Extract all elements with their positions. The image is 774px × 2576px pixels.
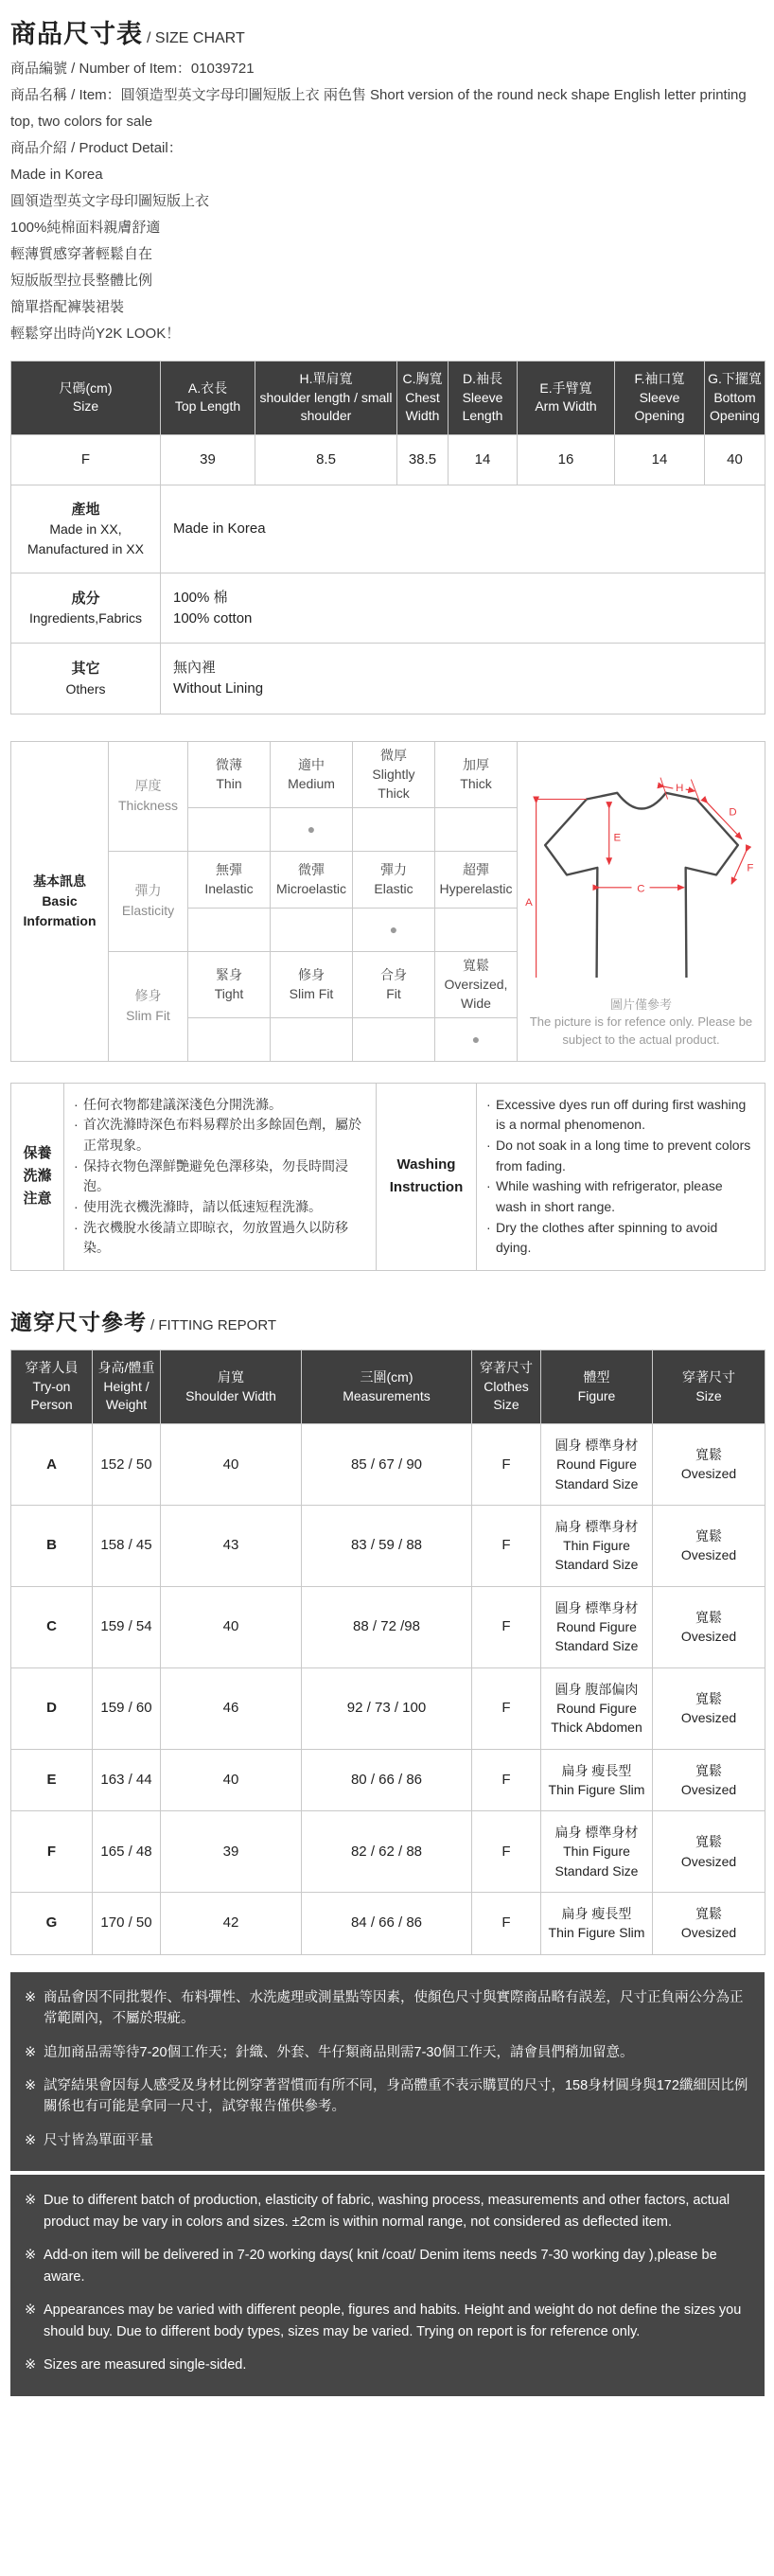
dot-cell (188, 1017, 271, 1061)
measurements: 84 / 66 / 86 (302, 1892, 472, 1954)
col-figure: 體型 Figure (541, 1350, 653, 1424)
col-measurements: 三圍(cm) Measurements (302, 1350, 472, 1424)
washing-row (11, 1083, 765, 1271)
washing-label-en: Washing Instruction (377, 1083, 477, 1271)
shoulder-width: 40 (161, 1423, 302, 1505)
col-shoulder: H.單肩寬 shoulder length / small shoulder (255, 362, 397, 435)
elasticity-label: 彈力 Elasticity (109, 851, 188, 951)
shoulder-width: 46 (161, 1667, 302, 1749)
wear-size: 寬鬆 Ovesized (653, 1749, 765, 1811)
wash-note: · Dry the clothes after spinning to avoid dying. (486, 1219, 718, 1256)
clothes-size: F (472, 1811, 541, 1893)
dot-cell (271, 1017, 353, 1061)
product-detail-label: 商品介紹 / Product Detail： (10, 140, 183, 156)
col-sleeve-opening: F.袖口寬 Sleeve Opening (615, 362, 705, 435)
origin-label: 產地 Made in XX, Manufactured in XX (11, 485, 161, 573)
figure: 扁身 標準身材 Thin Figure Standard Size (541, 1505, 653, 1586)
diagram-label-e: E (612, 832, 621, 844)
col-height-weight: 身高/體重 Height / Weight (93, 1350, 161, 1424)
shoulder-value: 8.5 (255, 434, 397, 485)
product-name: 商品名稱 / Item：圓領造型英文字母印圖短版上衣 兩色售 Short version of the round neck shape English letter printing top, two colors for sale (10, 87, 747, 130)
product-info (10, 56, 765, 347)
slimfit-label: 修身 Slim Fit (109, 951, 188, 1061)
chest-value: 38.5 (397, 434, 449, 485)
wash-note: · 首次洗滌時深色布料易釋於出多餘固色劑，屬於正常現象。 (74, 1117, 361, 1154)
note: ※ Due to different batch of production, elasticity of fabric, washing process, measurements and other factors, actual product may be vary in colors and sizes. ±2cm is within normal range, not considered as deflected item. (25, 2193, 730, 2230)
fitting-row (11, 1892, 765, 1954)
measurements: 83 / 59 / 88 (302, 1505, 472, 1586)
height-weight: 159 / 54 (93, 1586, 161, 1667)
person: E (11, 1749, 93, 1811)
fitting-row (11, 1505, 765, 1586)
shoulder-width: 39 (161, 1811, 302, 1893)
dot-cell: ● (435, 1017, 518, 1061)
note: ※ 尺寸皆為單面平量 (25, 2132, 153, 2148)
sleeve-length-value: 14 (449, 434, 518, 485)
option-medium: 適中 Medium (271, 741, 353, 807)
washing-notes-zh (64, 1083, 377, 1271)
wear-size: 寬鬆 Ovesized (653, 1586, 765, 1667)
option-oversized: 寬鬆 Oversized, Wide (435, 951, 518, 1017)
diagram-label-d: D (728, 806, 737, 819)
product-number: 商品編號 / Number of Item：01039721 (10, 61, 255, 77)
fitting-header-row (11, 1350, 765, 1424)
wear-size: 寬鬆 Ovesized (653, 1667, 765, 1749)
col-sleeve-length: D.袖長 Sleeve Length (449, 362, 518, 435)
figure: 扁身 瘦長型 Thin Figure Slim (541, 1892, 653, 1954)
ingredients-row (11, 573, 765, 644)
option-slightly-thick: 微厚 Slightly Thick (353, 741, 435, 807)
others-row (11, 644, 765, 715)
arm-width-value: 16 (518, 434, 615, 485)
dot-cell (188, 807, 271, 851)
wear-size: 寬鬆 Ovesized (653, 1892, 765, 1954)
fitting-row (11, 1667, 765, 1749)
figure: 圓身 標準身材 Round Figure Standard Size (541, 1586, 653, 1667)
size-table (10, 361, 765, 715)
option-fit: 合身 Fit (353, 951, 435, 1017)
wear-size: 寬鬆 Ovesized (653, 1423, 765, 1505)
size-table-header-row (11, 362, 765, 435)
person: D (11, 1667, 93, 1749)
person: F (11, 1811, 93, 1893)
col-tryon-person: 穿著人員 Try-on Person (11, 1350, 93, 1424)
note: ※ Sizes are measured single-sided. (25, 2357, 247, 2373)
diagram-label-h: H (675, 783, 683, 795)
note: ※ 追加商品需等待7-20個工作天；針織、外套、牛仔類商品則需7-30個工作天，請會員們稍加留意。 (25, 2044, 634, 2060)
col-top-length: A.衣長 Top Length (161, 362, 255, 435)
bottom-opening-value: 40 (705, 434, 765, 485)
measurements: 88 / 72 /98 (302, 1586, 472, 1667)
detail-line: 圓領造型英文字母印圖短版上衣 (10, 193, 210, 209)
wash-note: · 使用洗衣機洗滌時，請以低速短程洗滌。 (74, 1199, 322, 1215)
clothes-size: F (472, 1749, 541, 1811)
clothes-size: F (472, 1586, 541, 1667)
fitting-row (11, 1586, 765, 1667)
figure: 圓身 標準身材 Round Figure Standard Size (541, 1423, 653, 1505)
diagram-caption: 圖片僅參考 The picture is for refence only. Please be subject to the actual product. (529, 997, 753, 1048)
col-shoulder-width: 肩寬 Shoulder Width (161, 1350, 302, 1424)
option-tight: 緊身 Tight (188, 951, 271, 1017)
basic-info-label: 基本訊息 Basic Information (11, 741, 109, 1061)
note: ※ Add-on item will be delivered in 7-20 working days( knit /coat/ Denim items needs 7-30 working day ),please be aware. (25, 2248, 717, 2285)
wash-note: · Do not soak in a long time to prevent colors from fading. (486, 1138, 751, 1173)
detail-line: Made in Korea (10, 167, 103, 183)
others-value: 無內裡 Without Lining (161, 644, 765, 715)
note: ※ 商品會因不同批製作、布料彈性、水洗處理或測量點等因素，使顏色尺寸與實際商品略有誤差，尺寸正負兩公分為正常範圍內，不屬於瑕疵。 (25, 1989, 744, 2027)
detail-line: 短版版型拉長整體比例 (10, 273, 153, 289)
detail-line: 簡單搭配褲裝裙裝 (10, 299, 125, 315)
notes-en (10, 2175, 765, 2395)
figure: 扁身 瘦長型 Thin Figure Slim (541, 1749, 653, 1811)
wash-note: · 保持衣物色澤鮮艷避免色澤移染，勿長時間浸泡。 (74, 1157, 348, 1194)
fitting-row (11, 1749, 765, 1811)
fitting-row (11, 1811, 765, 1893)
height-weight: 159 / 60 (93, 1667, 161, 1749)
measurements: 85 / 67 / 90 (302, 1423, 472, 1505)
detail-line: 輕薄質感穿著輕鬆自在 (10, 246, 153, 262)
note: ※ Appearances may be varied with different people, figures and habits. Height and weight do not define the sizes you should buy. Due to different body types, sizes may be varied. Trying on report is for reference only. (25, 2303, 742, 2339)
tshirt-diagram (523, 752, 760, 978)
person: C (11, 1586, 93, 1667)
shoulder-width: 40 (161, 1749, 302, 1811)
dot-cell: ● (271, 807, 353, 851)
basic-info-table (10, 741, 765, 1062)
measurement-diagram-cell (518, 741, 765, 1061)
clothes-size: F (472, 1892, 541, 1954)
person: A (11, 1423, 93, 1505)
size-value: F (11, 434, 161, 485)
wash-note: · 洗衣機脫水後請立即晾衣，勿放置過久以防移染。 (74, 1219, 348, 1256)
measurements: 82 / 62 / 88 (302, 1811, 472, 1893)
wash-note: · Excessive dyes run off during first washing is a normal phenomenon. (486, 1096, 747, 1133)
col-clothes-size: 穿著尺寸 Clothes Size (472, 1350, 541, 1424)
notes-zh (10, 1972, 765, 2172)
dot-cell (188, 908, 271, 951)
origin-value: Made in Korea (161, 485, 765, 573)
wash-note: · 任何衣物都建議深淺色分開洗滌。 (74, 1096, 282, 1112)
option-slimfit: 修身 Slim Fit (271, 951, 353, 1017)
washing-notes-en (477, 1083, 765, 1271)
sleeve-opening-value: 14 (615, 434, 705, 485)
wash-note: · While washing with refrigerator, please wash in short range. (486, 1178, 723, 1215)
person: G (11, 1892, 93, 1954)
thickness-label: 厚度 Thickness (109, 741, 188, 851)
diagram-label-a: A (524, 897, 533, 909)
page-title-zh: 商品尺寸表 (10, 20, 143, 48)
washing-label-zh: 保養洗滌注意 (11, 1083, 64, 1271)
page-title (10, 13, 765, 50)
page-title-en: / SIZE CHART (147, 30, 245, 46)
dot-cell (435, 908, 518, 951)
thickness-options-row (11, 741, 765, 807)
dot-cell: ● (353, 908, 435, 951)
col-wear-size: 穿著尺寸 Size (653, 1350, 765, 1424)
detail-line: 輕鬆穿出時尚Y2K LOOK！ (10, 326, 181, 342)
option-elastic: 彈力 Elastic (353, 851, 435, 908)
col-size: 尺碼(cm) Size (11, 362, 161, 435)
diagram-label-f: F (746, 863, 753, 875)
figure: 扁身 標準身材 Thin Figure Standard Size (541, 1811, 653, 1893)
wear-size: 寬鬆 Ovesized (653, 1811, 765, 1893)
dot-cell (271, 908, 353, 951)
diagram-label-c: C (636, 883, 644, 895)
fitting-heading-zh: 適穿尺寸參考 (10, 1310, 147, 1335)
col-chest: C.胸寬 Chest Width (397, 362, 449, 435)
fitting-report-heading (10, 1305, 765, 1336)
height-weight: 158 / 45 (93, 1505, 161, 1586)
height-weight: 163 / 44 (93, 1749, 161, 1811)
option-microelastic: 微彈 Microelastic (271, 851, 353, 908)
ingredients-value: 100% 棉 100% cotton (161, 573, 765, 644)
height-weight: 165 / 48 (93, 1811, 161, 1893)
option-thick: 加厚 Thick (435, 741, 518, 807)
option-thin: 微薄 Thin (188, 741, 271, 807)
top-length-value: 39 (161, 434, 255, 485)
height-weight: 152 / 50 (93, 1423, 161, 1505)
height-weight: 170 / 50 (93, 1892, 161, 1954)
others-label: 其它 Others (11, 644, 161, 715)
fitting-table (10, 1350, 765, 1954)
shoulder-width: 43 (161, 1505, 302, 1586)
fitting-heading-en: / FITTING REPORT (150, 1317, 277, 1334)
measurements: 92 / 73 / 100 (302, 1667, 472, 1749)
shoulder-width: 40 (161, 1586, 302, 1667)
col-bottom-opening: G.下擺寬 Bottom Opening (705, 362, 765, 435)
option-inelastic: 無彈 Inelastic (188, 851, 271, 908)
wear-size: 寬鬆 Ovesized (653, 1505, 765, 1586)
dot-cell (353, 1017, 435, 1061)
ingredients-label: 成分 Ingredients,Fabrics (11, 573, 161, 644)
size-table-data-row (11, 434, 765, 485)
washing-table (10, 1083, 765, 1272)
fitting-row (11, 1423, 765, 1505)
clothes-size: F (472, 1667, 541, 1749)
col-arm-width: E.手臂寬 Arm Width (518, 362, 615, 435)
option-hyperelastic: 超彈 Hyperelastic (435, 851, 518, 908)
clothes-size: F (472, 1505, 541, 1586)
shoulder-width: 42 (161, 1892, 302, 1954)
note: ※ 試穿結果會因每人感受及身材比例穿著習慣而有所不同，身高體重不表示購買的尺寸，158身材圓身與172纖細因比例關係也有可能是拿同一尺寸，試穿報告僅供參考。 (25, 2077, 748, 2115)
origin-row (11, 485, 765, 573)
dot-cell (435, 807, 518, 851)
clothes-size: F (472, 1423, 541, 1505)
person: B (11, 1505, 93, 1586)
dot-cell (353, 807, 435, 851)
figure: 圓身 腹部偏肉 Round Figure Thick Abdomen (541, 1667, 653, 1749)
detail-line: 100%純棉面料親膚舒適 (10, 220, 161, 236)
measurements: 80 / 66 / 86 (302, 1749, 472, 1811)
